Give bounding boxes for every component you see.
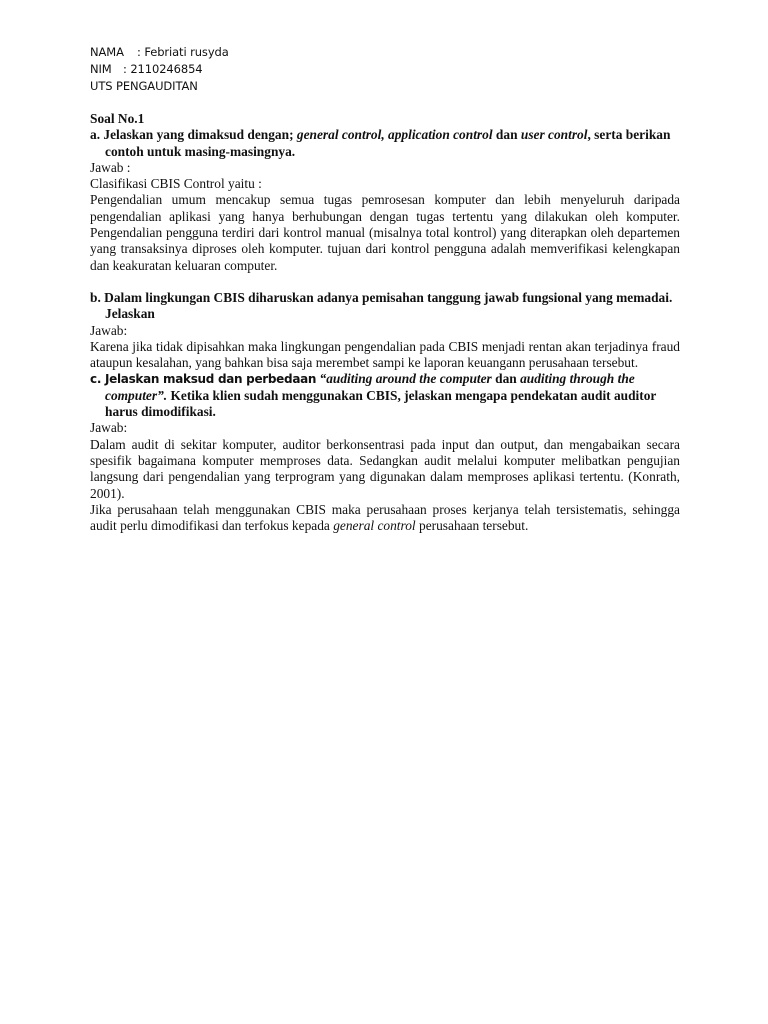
question-a: a. Jelaskan yang dimaksud dengan; general control, application control dan user control, serta berikan contoh untuk masing-masingnya.	[90, 127, 671, 159]
question-c-prefix: c. Jelaskan maksud dan perbedaan	[90, 372, 317, 387]
soal-title: Soal No.1	[90, 111, 145, 126]
document-content	[90, 44, 680, 534]
nim-label: NIM	[90, 62, 112, 76]
question-a-term-2: user control	[520, 127, 588, 143]
answer-a-text: Pengendalian umum mencakup semua tugas pemrosesan komputer dan lebih menyeluruh daripada pengendalian aplikasi yang hanya berhubungan dengan tugas tertentu yang dilakukan oleh komputer. Pengendalian pengguna terdiri dari kontrol manual (misalnya total kontrol) yang diterapkan oleh departemen yang transaksinya diproses oleh komputer. tujuan dari kontrol pengguna adalah memverifikasi kelengkapan dan keakuratan keluaran computer.	[90, 192, 680, 273]
nim-row	[90, 61, 680, 78]
name-row	[90, 44, 680, 61]
exam-body	[90, 111, 680, 534]
exam-title: UTS PENGAUDITAN	[90, 79, 198, 93]
answer-b-label: Jawab:	[90, 322, 128, 338]
name-label: NAMA	[90, 45, 124, 59]
nim-value: : 2110246854	[123, 62, 203, 76]
section-gap	[90, 274, 680, 290]
question-c-term-2: auditing through the computer”.	[105, 371, 635, 403]
student-header	[90, 44, 680, 95]
question-c-term-1: “auditing around the computer	[319, 371, 492, 387]
question-a-term-1: general control, application control	[296, 127, 493, 143]
answer-c-term: general control	[333, 518, 416, 534]
answer-a-intro: Clasifikasi CBIS Control yaitu :	[90, 176, 262, 192]
answer-b-text: Karena jika tidak dipisahkan maka lingkungan pengendalian pada CBIS menjadi rentan akan terjadinya fraud ataupun kesalahan, yang bahkan bisa saja merembet sampi ke laporan keuangann perusahaan tersebut.	[90, 338, 680, 371]
answer-a-label: Jawab :	[90, 159, 131, 175]
answer-c-text-1: Dalam audit di sekitar komputer, auditor berkonsentrasi pada input dan output, dan mengabaikan secara spesifik bagaimana komputer memproses data. Sedangkan audit melalui komputer melibatkan pengujian langsung dari pengendalian yang terprogram yang digunakan dalam memproses aplikasi tertentu. (Konrath, 2001).	[90, 436, 680, 501]
answer-c-label: Jawab:	[90, 420, 128, 436]
name-value: : Febriati rusyda	[137, 45, 229, 59]
question-c: c. Jelaskan maksud dan perbedaan “auditing around the computer dan auditing through the computer”. Ketika klien sudah menggunakan CBIS, jelaskan mengapa pendekatan audit auditor harus dimodifikasi.	[90, 371, 657, 420]
question-b: b. Dalam lingkungan CBIS diharuskan adanya pemisahan tanggung jawab fungsional yang memadai. Jelaskan	[90, 289, 673, 322]
answer-c-text-2: Jika perusahaan telah menggunakan CBIS maka perusahaan proses kerjanya telah tersistematis, sehingga audit perlu dimodifikasi dan terfokus kepada general control perusahaan tersebut.	[90, 501, 680, 534]
